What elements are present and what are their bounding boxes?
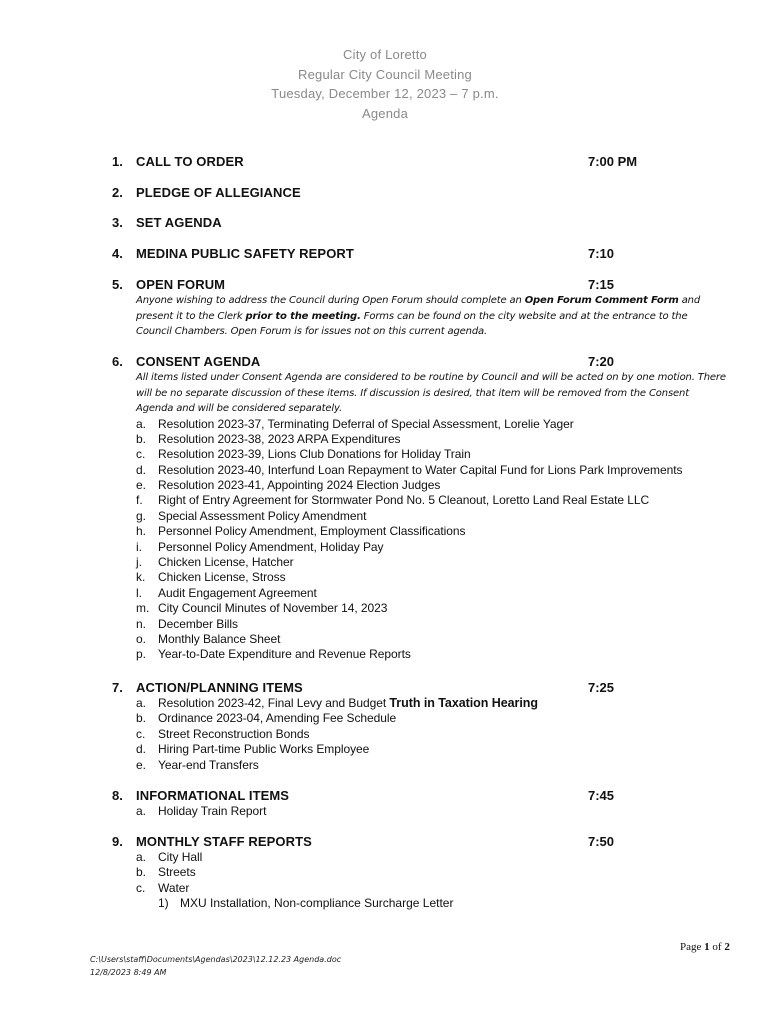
- section-number: 2.: [112, 185, 123, 200]
- list-item: i. Personnel Policy Amendment, Holiday Pay: [136, 539, 384, 554]
- section-title: INFORMATIONAL ITEMS: [136, 788, 290, 803]
- agenda-section-consent-agenda: [112, 354, 726, 663]
- section-time: 7:00 PM: [588, 154, 638, 169]
- list-item: b. Streets: [136, 865, 196, 880]
- list-item: a. City Hall: [136, 850, 203, 864]
- agenda-section-informational: [112, 788, 722, 819]
- list-item: m. City Council Minutes of November 14, 2023: [136, 601, 388, 616]
- file-path: C:\Users\staff\Documents\Agendas\2023\12.12.23 Agenda.doc: [90, 955, 342, 964]
- section-time: 7:45: [588, 788, 615, 803]
- list-item: a. Holiday Train Report: [136, 804, 267, 818]
- section-title: ACTION/PLANNING ITEMS: [136, 680, 303, 695]
- list-item: j. Chicken License, Hatcher: [136, 555, 294, 570]
- list-item: l. Audit Engagement Agreement: [136, 585, 317, 600]
- section-number: 4.: [112, 246, 123, 261]
- list-item: e. Year-end Transfers: [136, 757, 259, 772]
- list-item: c. Street Reconstruction Bonds: [136, 726, 310, 741]
- list-item: c. Water: [136, 880, 190, 895]
- agenda-section-pledge: [112, 185, 722, 201]
- document-header: [0, 45, 770, 123]
- section-number: 1.: [112, 154, 123, 169]
- section-title: CONSENT AGENDA: [136, 354, 261, 369]
- list-item: b. Resolution 2023-38, 2023 ARPA Expenditures: [136, 431, 401, 446]
- document-title: Agenda: [361, 105, 409, 121]
- list-sub-item: 1) MXU Installation, Non-compliance Surcharge Letter: [158, 896, 454, 911]
- list-item: d. Resolution 2023-40, Interfund Loan Repayment to Water Capital Fund for Lions Park Improvements: [136, 462, 683, 477]
- informational-item-list: [136, 804, 722, 819]
- list-item: d. Hiring Part-time Public Works Employee: [136, 742, 370, 757]
- section-time: 7:50: [588, 834, 615, 849]
- section-title: SET AGENDA: [136, 215, 222, 230]
- section-number: 3.: [112, 215, 123, 230]
- list-item: k. Chicken License, Stross: [136, 570, 286, 585]
- agenda-section-staff-reports: [112, 834, 722, 912]
- page-number: Page 1 of 2: [680, 941, 730, 953]
- section-title: MEDINA PUBLIC SAFETY REPORT: [136, 246, 354, 261]
- list-item: n. December Bills: [136, 616, 238, 631]
- list-item: h. Personnel Policy Amendment, Employment Classifications: [136, 524, 466, 539]
- meeting-type: Regular City Council Meeting: [298, 66, 472, 82]
- section-time: 7:20: [588, 354, 615, 369]
- section-number: 9.: [112, 834, 123, 849]
- section-time: 7:10: [588, 246, 615, 261]
- section-number: 5.: [112, 277, 123, 292]
- action-item-list: [136, 696, 722, 773]
- list-item: g. Special Assessment Policy Amendment: [136, 508, 367, 523]
- section-time: 7:25: [588, 680, 615, 695]
- staff-report-list: [136, 850, 722, 912]
- section-time: 7:15: [588, 277, 615, 292]
- section-number: 8.: [112, 788, 123, 803]
- list-item: p. Year-to-Date Expenditure and Revenue Reports: [136, 647, 411, 662]
- meeting-date: Tuesday, December 12, 2023 – 7 p.m.: [271, 86, 499, 101]
- agenda-section-action-planning: [112, 680, 722, 773]
- section-title: OPEN FORUM: [136, 277, 226, 292]
- agenda-section-open-forum: [112, 277, 722, 340]
- agenda-section-call-to-order: [112, 154, 722, 170]
- section-number: 6.: [112, 354, 123, 369]
- section-title: MONTHLY STAFF REPORTS: [136, 834, 312, 849]
- consent-agenda-note: All items listed under Consent Agenda are considered to be routine by Council and will be acted on by one motion. There will be no separate discussion of these items. If discussion is desired, that item will be removed from the Consent Agenda and will be considered separately.: [136, 372, 726, 414]
- list-item: o. Monthly Balance Sheet: [136, 631, 281, 646]
- document-footer: [90, 953, 341, 979]
- list-item: a. Resolution 2023-37, Terminating Deferral of Special Assessment, Lorelie Yager: [136, 416, 574, 431]
- list-item: a. Resolution 2023-42, Final Levy and Budget Truth in Taxation Hearing: [136, 696, 538, 710]
- list-item: c. Resolution 2023-39, Lions Club Donations for Holiday Train: [136, 447, 471, 462]
- agenda-section-safety-report: [112, 246, 722, 262]
- list-item: f. Right of Entry Agreement for Stormwater Pond No. 5 Cleanout, Loretto Land Real Estate LLC: [136, 493, 650, 508]
- city-name: City of Loretto: [343, 47, 427, 62]
- print-timestamp: 12/8/2023 8:49 AM: [90, 968, 167, 977]
- open-forum-note: Anyone wishing to address the Council during Open Forum should complete an Open Forum Comment Form and present it to the Clerk prior to the meeting. Forms can be found on the city website and at the entrance to the Council Chambers. Open Forum is for issues not on this current agenda.: [136, 295, 701, 337]
- section-title: PLEDGE OF ALLEGIANCE: [136, 185, 301, 200]
- section-title: CALL TO ORDER: [136, 154, 244, 169]
- list-item: b. Ordinance 2023-04, Amending Fee Schedule: [136, 711, 397, 726]
- section-number: 7.: [112, 680, 123, 695]
- consent-item-list: [136, 417, 722, 663]
- agenda-section-set-agenda: [112, 215, 722, 231]
- list-item: e. Resolution 2023-41, Appointing 2024 Election Judges: [136, 478, 441, 493]
